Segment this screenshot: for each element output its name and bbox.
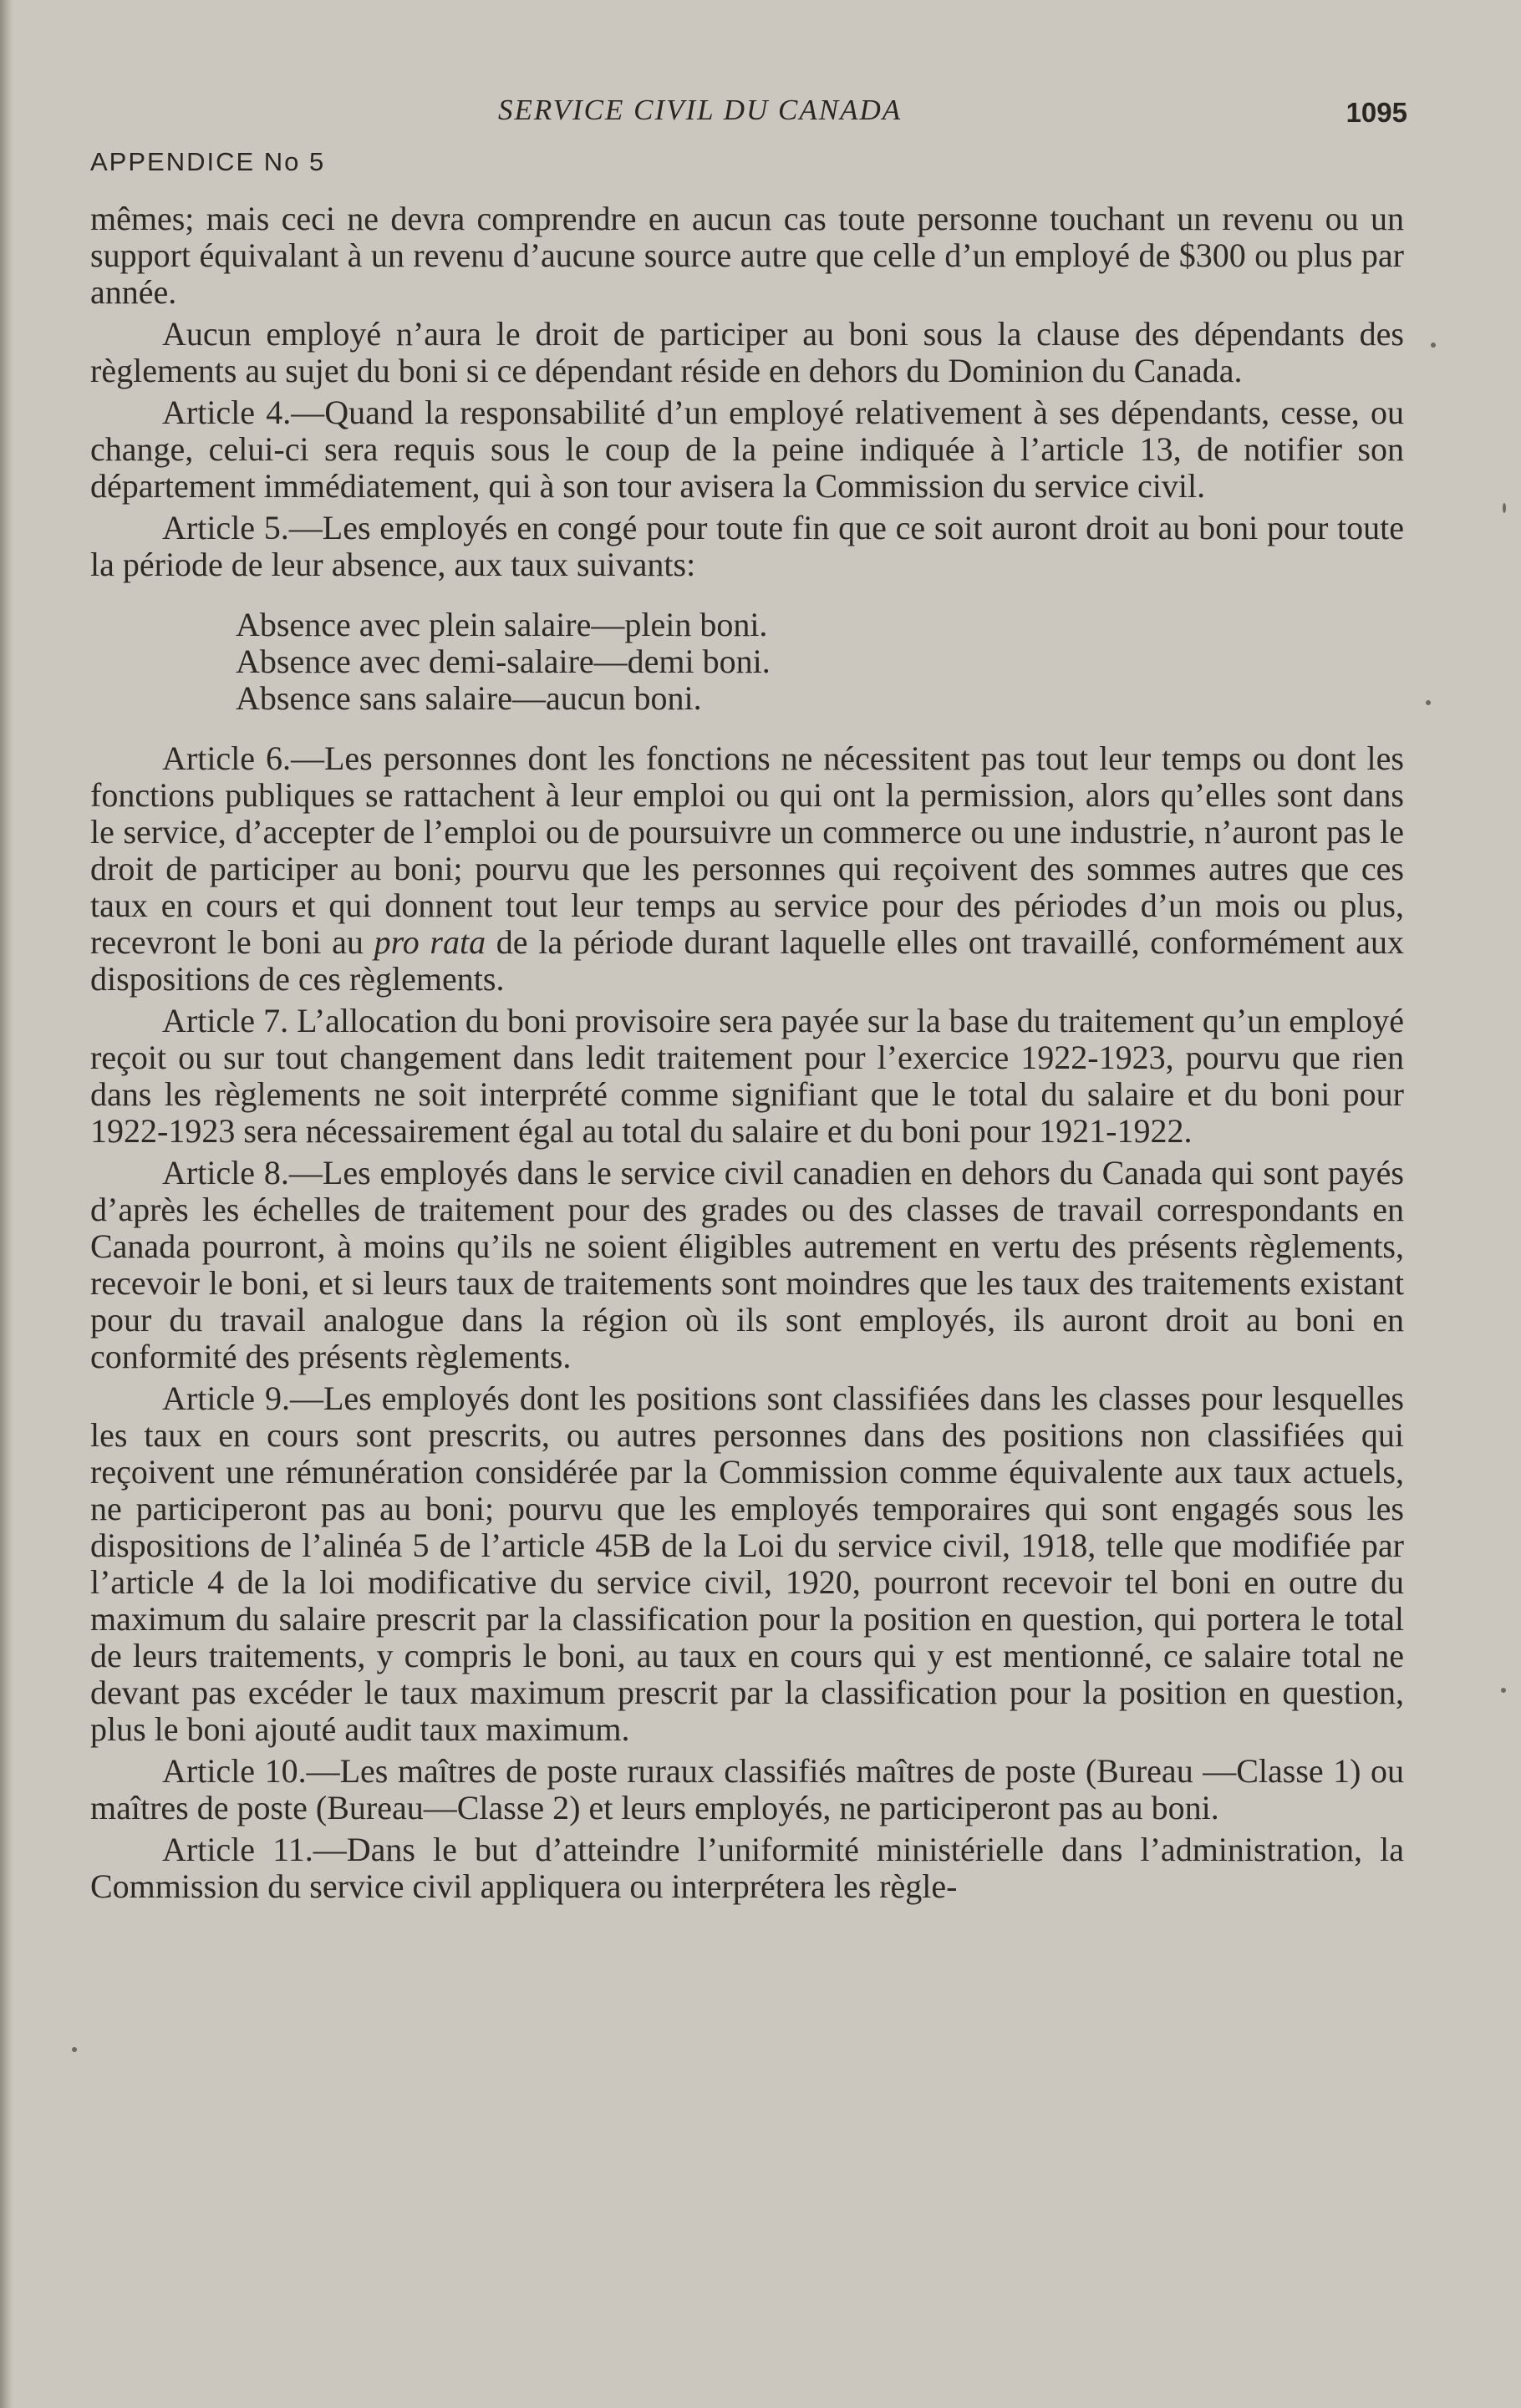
paper-speck — [1431, 343, 1436, 348]
appendix-label: APPENDICE No 5 — [90, 147, 326, 176]
paper-speck — [1501, 1688, 1506, 1693]
paragraph-article-8: Article 8.—Les employés dans le service civil canadien en dehors du Canada qui sont payés d’après les échelles de traitement pour des grades ou des classes de travail correspondants en Canada pourront, à moins qu’ils ne soient éligibles autrement en vertu des présents règlements, recevoir le boni, et si leurs taux de traitements sont moindres que les taux des traitements existant pour du travail analogue dans la région où ils sont employés, ils auront droit au boni en conformité des présents règlements. — [90, 1154, 1404, 1375]
body-text — [90, 201, 1404, 1910]
pro-rata-italic: pro rata — [374, 923, 486, 961]
list-item: Absence sans salaire—aucun boni. — [236, 679, 702, 717]
paragraph-continuation: mêmes; mais ceci ne devra comprendre en aucun cas toute personne touchant un revenu ou un support équivalant à un revenu d’aucune source autre que celle d’un employé de $300 ou plus par année. — [90, 200, 1404, 311]
header-title: SERVICE CIVIL DU CANADA — [498, 94, 903, 126]
paper-speck — [1503, 503, 1506, 513]
paragraph-article-11: Article 11.—Dans le but d’atteindre l’uniformité ministérielle dans l’administration, la Commission du service civil appliquera ou interprétera les règle- — [90, 1831, 1404, 1905]
paragraph-article-9: Article 9.—Les employés dont les positions sont classifiées dans les classes pour lesquelles les taux en cours sont prescrits, ou autres personnes dans des positions non classifiées qui reçoivent une rémunération considérée par la Commission comme équivalente aux taux actuels, ne participeront pas au boni; pourvu que les employés temporaires qui sont engagés sous les dispositions de l’alinéa 5 de l’article 45B de la Loi du service civil, 1918, telle que modifiée par l’article 4 de la loi modificative du service civil, 1920, pourront recevoir tel boni en outre du maximum du salaire prescrit par la classification pour la position en question, qui portera le total de leurs traitements, y compris le boni, au taux en cours qui y est mentionné, ce salaire total ne devant pas excéder le taux maximum prescrit par la classification pour la position en question, plus le boni ajouté audit taux maximum. — [90, 1379, 1404, 1748]
paragraph-article-5: Article 5.—Les employés en congé pour toute fin que ce soit auront droit au boni pour toute la période de leur absence, aux taux suivants: — [90, 509, 1404, 583]
paper-speck — [72, 2047, 77, 2052]
paragraph-article-4: Article 4.—Quand la responsabilité d’un employé relativement à ses dépendants, cesse, ou change, celui-ci sera requis sous le coup de la peine indiquée à l’article 13, de notifier son département immédiatement, qui à son tour avisera la Commission du service civil. — [90, 394, 1404, 505]
paragraph-article-10: Article 10.—Les maîtres de poste ruraux classifiés maîtres de poste (Bureau —Classe 1) ou maîtres de poste (Bureau—Classe 2) et leurs employés, ne participeront pas au boni. — [90, 1752, 1404, 1826]
paper-speck — [1426, 700, 1431, 705]
paragraph-article-6 — [90, 740, 1404, 998]
paragraph-article-7: Article 7. L’allocation du boni provisoire sera payée sur la base du traitement qu’un employé reçoit ou sur tout changement dans ledit traitement pour l’exercice 1922-1923, pourvu que rien dans les règlements ne soit interprété comme signifiant que le total du salaire et du boni pour 1922-1923 sera nécessairement égal au total du salaire et du boni pour 1921-1922. — [90, 1002, 1404, 1150]
list-item: Absence avec demi-salaire—demi boni. — [236, 643, 771, 680]
paragraph-dependants: Aucun employé n’aura le droit de participer au boni sous la clause des dépendants des règlements au sujet du boni si ce dépendant réside en dehors du Dominion du Canada. — [90, 315, 1404, 389]
list-item: Absence avec plein salaire—plein boni. — [236, 606, 768, 643]
absence-rates-list — [236, 607, 1404, 717]
article-6-text-end: de la période durant laquelle elles ont travaillé, conformément aux dispositions de ces règlements. — [90, 923, 1405, 998]
page-number: 1095 — [1346, 97, 1407, 128]
page-binding-edge — [0, 0, 13, 2408]
running-header — [0, 94, 1521, 134]
article-6-text-start: Article 6.—Les personnes dont les fonctions ne nécessitent pas tout leur temps ou dont les fonctions publiques se rattachent à leur emploi ou qui ont la permission, alors qu’elles sont dans le service, d’accepter de l’emploi ou de poursuivre un commerce ou une industrie, n’auront pas le droit de participer au boni; pourvu que les personnes qui reçoivent des sommes autres que ces taux en cours et qui donnent tout leur temps au service pour des périodes d’un mois ou plus, recevront le boni au — [90, 739, 1404, 961]
